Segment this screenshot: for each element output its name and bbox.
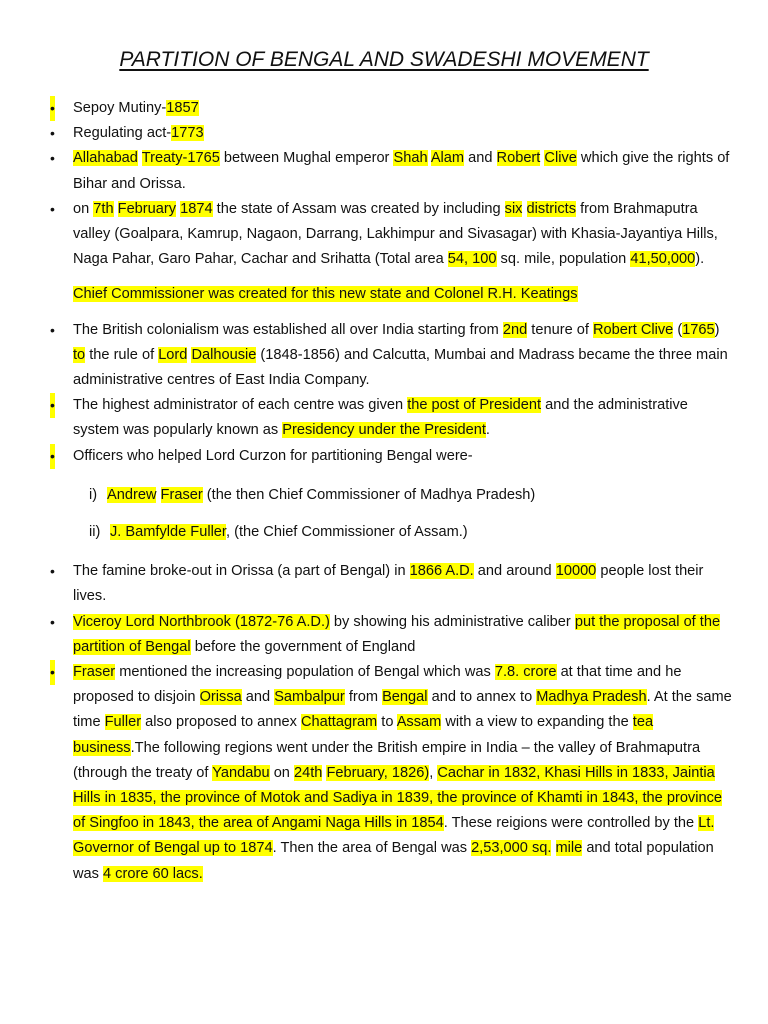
officers-list <box>50 483 734 545</box>
bullet-assam-creation: • on 7th February 1874 the state of Assam was created by including six districts from Brahmaputra valley (Goalpara, Kamrup, Nagaon, Darrang, Lakhimpur and Sivasagar) with Khasia-Jayantiya Hills, Naga Pahar, Garo Pahar, Cachar and Srihatta (Total area 54, 100 sq. mile, population 41,50,000). <box>50 197 734 273</box>
spacer <box>50 545 734 559</box>
document-body <box>50 96 734 887</box>
bullet-orissa-famine: • The famine broke-out in Orissa (a part of Bengal) in 1866 A.D. and around 10000 people lost their lives. <box>50 559 734 609</box>
bullet-viceroy-northbrook: • Viceroy Lord Northbrook (1872-76 A.D.) by showing his administrative caliber put the proposal of the partition of Bengal before the government of England <box>50 610 734 660</box>
document-title: PARTITION OF BENGAL AND SWADESHI MOVEMENT <box>119 48 649 71</box>
bullet-list <box>50 559 734 887</box>
officer-fraser: i) Andrew Fraser (the then Chief Commissioner of Madhya Pradesh) <box>89 486 536 503</box>
spacer <box>50 272 734 282</box>
spacer <box>50 308 734 318</box>
bullet-sepoy-mutiny: • Sepoy Mutiny-1857 <box>50 96 734 121</box>
officer-fuller: ii) J. Bamfylde Fuller, (the Chief Commissioner of Assam.) <box>89 524 468 541</box>
chief-commissioner-note: Chief Commissioner was created for this new state and Colonel R.H. Keatings <box>73 286 578 303</box>
spacer <box>50 469 734 483</box>
bullet-british-colonialism: • The British colonialism was established all over India starting from 2nd tenure of Robert Clive (1765) to the rule of Lord Dalhousie (1848-1856) and Calcutta, Mumbai and Madrass became the three main administrative centres of East India Company. <box>50 318 734 394</box>
bullet-regulating-act: • Regulating act-1773 <box>50 121 734 146</box>
bullet-list <box>50 318 734 469</box>
bullet-list <box>50 96 734 272</box>
bullet-highest-administrator: • The highest administrator of each centre was given the post of President and the administrative system was popularly known as Presidency under the President. <box>50 393 734 443</box>
bullet-officers-curzon: • Officers who helped Lord Curzon for partitioning Bengal were- <box>50 444 734 469</box>
bullet-fraser-proposal: • Fraser mentioned the increasing population of Bengal which was 7.8. crore at that time and he proposed to disjoin Orissa and Sambalpur from Bengal and to annex to Madhya Pradesh. At the same time Fuller also proposed to annex Chattagram to Assam with a view to expanding the tea business.The following regions went under the British empire in India – the valley of Brahmaputra (through the treaty of Yandabu on 24th February, 1826), Cachar in 1832, Khasi Hills in 1833, Jaintia Hills in 1835, the province of Motok and Sadiya in 1839, the province of Khamti in 1843, the province of Singfoo in 1843, the area of Angami Naga Hills in 1854. These reigions were controlled by the Lt. Governor of Bengal up to 1874. Then the area of Bengal was 2,53,000 sq. mile and total population was 4 crore 60 lacs. <box>50 660 734 887</box>
bullet-allahabad-treaty: • Allahabad Treaty-1765 between Mughal emperor Shah Alam and Robert Clive which give the rights of Bihar and Orissa. <box>50 146 734 196</box>
